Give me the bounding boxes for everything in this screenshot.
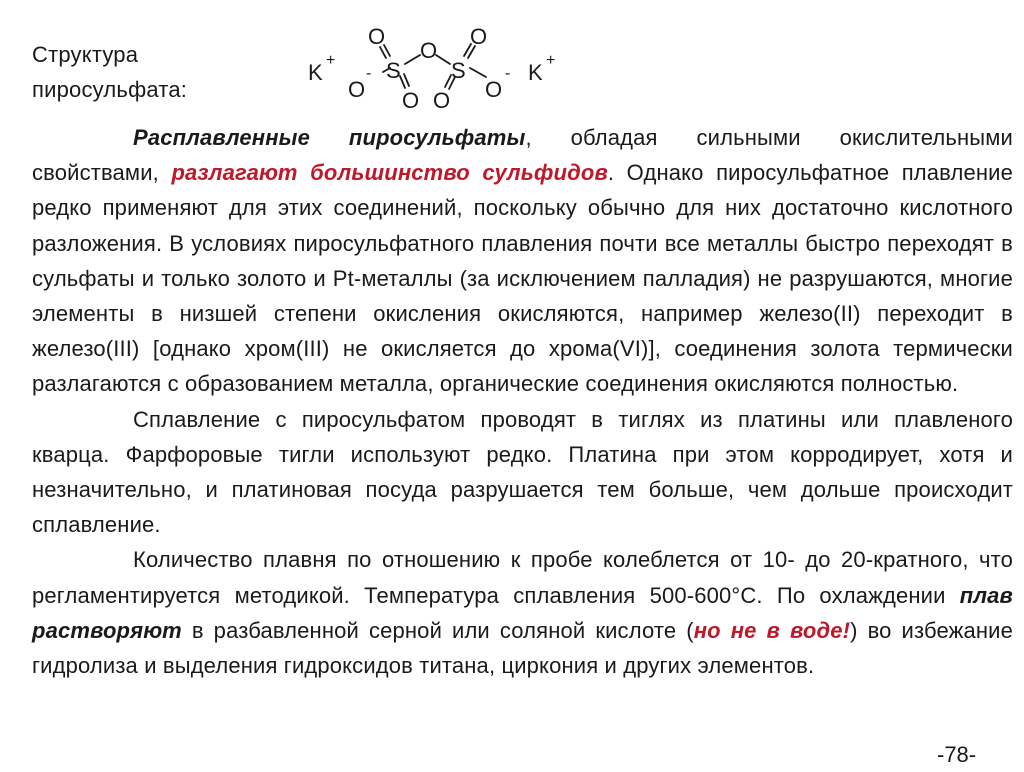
bond-s1-o-bottom-a [400,76,405,88]
atom-o-right: O [485,77,503,102]
caption-line-1: Структура [32,42,139,67]
charge-o-right: - [505,65,511,82]
bond-o-bridge-s2 [436,55,450,64]
structure-caption [32,37,187,107]
atom-s-right: S [451,58,466,83]
atom-k-right: K [528,60,543,85]
bond-s2-o-right [470,68,486,77]
charge-k-right: + [546,52,556,69]
atom-o-bottom-left: O [402,88,420,113]
bond-s1-o-bridge [405,55,420,64]
paragraph-3 [32,542,1013,683]
atom-o-top-right: O [470,24,488,49]
emphasis-dissolve-melt: плав растворяют [32,582,1013,643]
charge-o-left: - [366,65,372,82]
pyrosulfate-structure-diagram [300,20,570,116]
main-text [32,120,1013,683]
atom-o-top-left: O [368,24,386,49]
emphasis-molten-pyrosulfates: Расплавленные пиросульфаты [133,125,526,150]
emphasis-not-in-water: но не в воде! [693,617,851,643]
paragraph-2: Сплавление с пиросульфатом проводят в тиглях из платины или плавленого кварца. Фарфоровые тигли используют редко. Платина при этом корродирует, хотя и незначительно, и платиновая посуда разрушается тем больше, чем дольше происходит сплавление. [32,406,1013,538]
paragraph-1 [32,120,1013,402]
atom-o-left: O [348,77,366,102]
paragraph-1-text-a: , обладая сильными окислительными свойствами, [32,125,1013,186]
charge-k-left: + [326,52,336,69]
paragraph-3-text-a: Количество плавня по отношению к пробе колеблется от 10- до 20-кратного, что регламентируется методикой. Температура сплавления 500-600°С. По охлаждении [32,547,1013,608]
page-number: -78- [937,742,977,767]
bond-s1-o-bottom-b [404,74,409,86]
atom-o-bridge: O [420,38,438,63]
atom-s-left: S [386,58,401,83]
paragraph-3-text-c: ) во избежание гидролиза и выделения гидроксидов титана, циркония и других элементов. [32,617,1013,679]
atom-k-left: K [308,60,323,85]
paragraph-1-text-b: . Однако пиросульфатное плавление редко применяют для этих соединений, поскольку обычно для них достаточно кислотного разложения. В условиях пиросульфатного плавления почти все металлы быстро переходят в сульфаты и только золото и Pt-металлы (за исключением палладия) не разрушаются, многие элементы в низшей степени окисления окисляются, например железо(II) переходит в железо(III) [однако хром(III) не окисляется до хрома(VI)], соединения золота термически разлагаются с образованием металла, органические соединения окисляются полностью. [32,160,1014,397]
atom-o-bottom-right: O [433,88,451,113]
caption-line-2: пиросульфата: [32,77,188,102]
paragraph-3-text-b: в разбавленной серной или соляной кислоте ( [181,617,694,643]
emphasis-decompose-sulfides: разлагают большинство сульфидов [171,160,608,186]
